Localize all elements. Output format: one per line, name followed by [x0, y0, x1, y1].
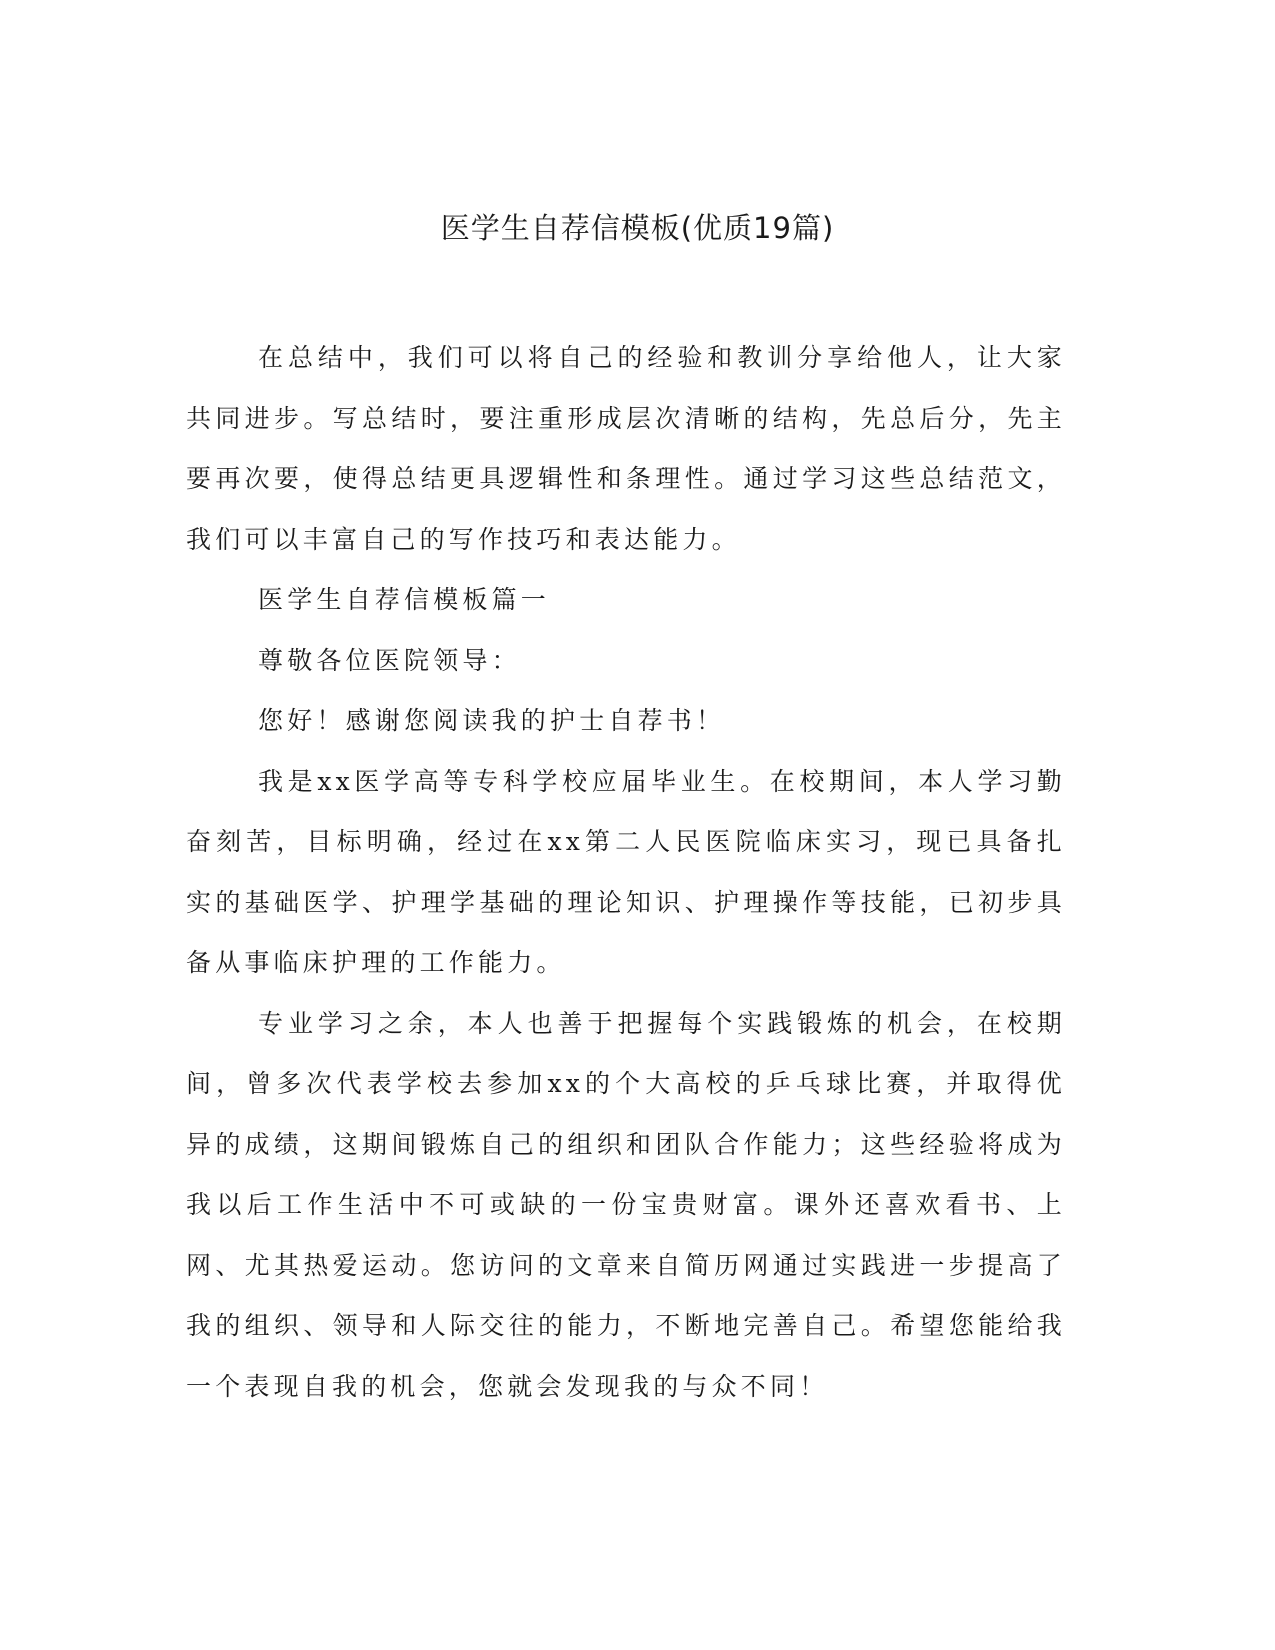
intro-paragraph: 在总结中，我们可以将自己的经验和教训分享给他人，让大家共同进步。写总结时，要注重形成层次清晰的结构，先总后分，先主要再次要，使得总结更具逻辑性和条理性。通过学习这些总结范文，我们可以丰富自己的写作技巧和表达能力。: [186, 343, 1066, 554]
document-body: [186, 328, 1066, 1417]
body-paragraph-activities: 专业学习之余，本人也善于把握每个实践锻炼的机会，在校期间，曾多次代表学校去参加xx的个大高校的乒乓球比赛，并取得优异的成绩，这期间锻炼自己的组织和团队合作能力；这些经验将成为我以后工作生活中不可或缺的一份宝贵财富。课外还喜欢看书、上网、尤其热爱运动。您访问的文章来自简历网通过实践进一步提高了我的组织、领导和人际交往的能力，不断地完善自己。希望您能给我一个表现自我的机会，您就会发现我的与众不同！: [186, 1008, 1066, 1401]
section-heading: 医学生自荐信模板篇一: [258, 585, 551, 614]
document-title: 医学生自荐信模板(优质19篇): [440, 211, 835, 245]
salutation: 尊敬各位医院领导：: [258, 645, 521, 675]
body-paragraph-education: 我是xx医学高等专科学校应届毕业生。在校期间，本人学习勤奋刻苦，目标明确，经过在xx第二人民医院临床实习，现已具备扎实的基础医学、护理学基础的理论知识、护理操作等技能，已初步具备从事临床护理的工作能力。: [186, 766, 1066, 977]
greeting-line: 您好！感谢您阅读我的护士自荐书！: [258, 706, 726, 735]
